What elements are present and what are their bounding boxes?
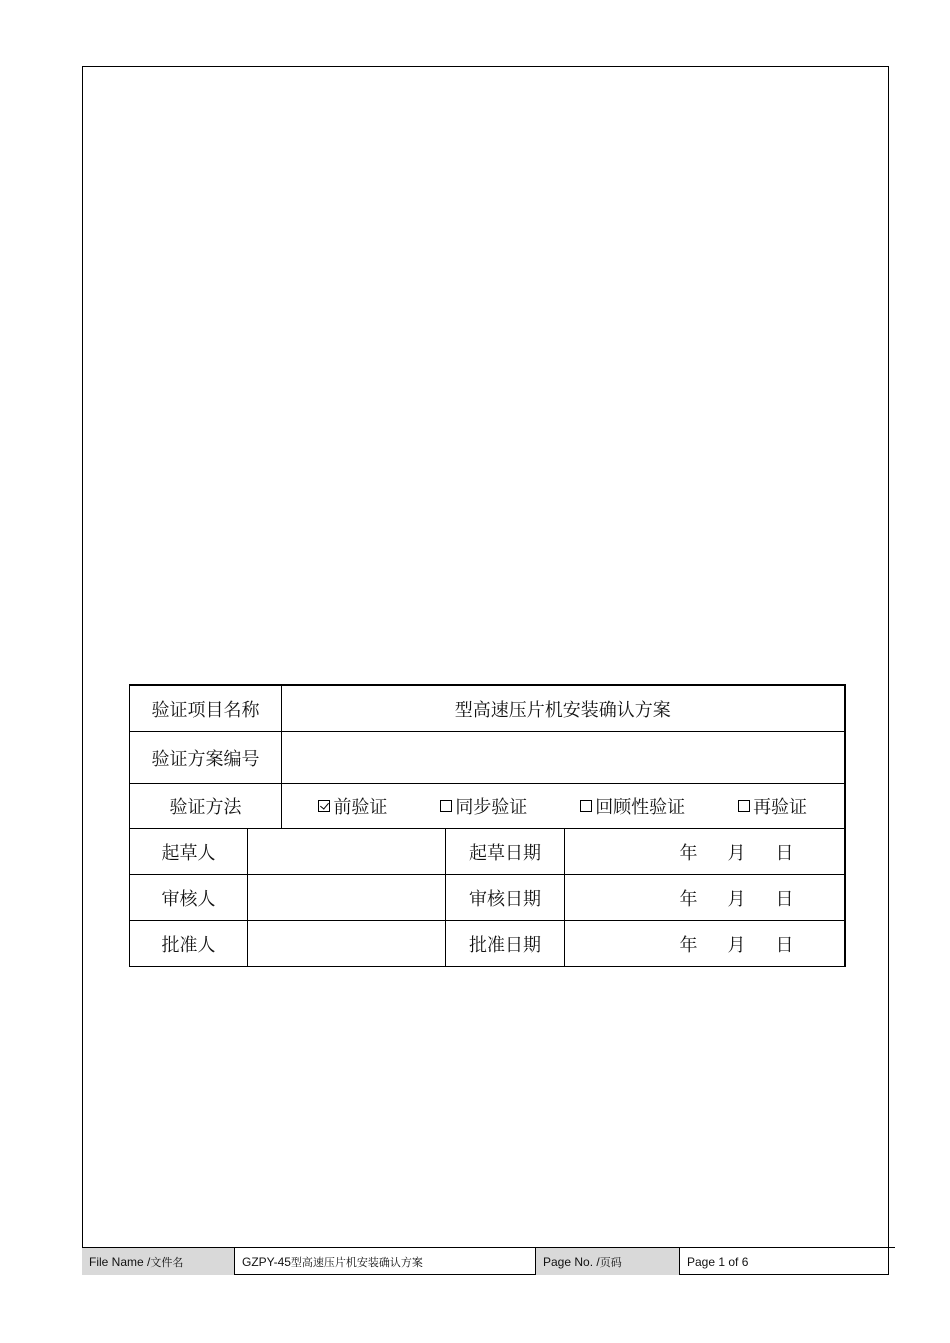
checkbox-icon[interactable] [738,800,750,812]
review-date-label: 审核日期 [446,875,565,921]
method-label: 验证方法 [130,784,282,829]
plan-number-value[interactable] [282,732,845,784]
checkbox-icon[interactable] [440,800,452,812]
method-option-revalidation[interactable] [738,793,807,819]
method-option-retrospective[interactable] [580,793,685,819]
approval-date-value[interactable] [565,921,845,967]
day-unit: 日 [775,934,794,956]
month-unit: 月 [727,934,746,956]
method-option-label: 再验证 [753,797,808,818]
year-unit: 年 [679,934,698,956]
plan-number-label: 验证方案编号 [130,732,282,784]
review-date-value[interactable] [565,875,845,921]
reviewer-label: 审核人 [130,875,248,921]
draft-date-label: 起草日期 [446,829,565,875]
day-unit: 日 [775,888,794,910]
page-frame [82,66,889,1275]
approver-row [130,921,845,967]
page-value: Page 1 of 6 [687,1254,749,1269]
plan-number-row [130,732,845,784]
day-unit: 日 [775,842,794,864]
page-no-label-en: Page No. / [543,1254,600,1269]
year-unit: 年 [679,842,698,864]
method-row [130,784,845,829]
page-no-label-zh: 页码 [599,1255,622,1269]
checked-checkbox-icon[interactable] [318,800,330,812]
drafter-value[interactable] [248,829,446,875]
method-option-concurrent[interactable] [440,793,527,819]
drafter-label: 起草人 [130,829,248,875]
method-option-label: 同步验证 [455,797,528,818]
draft-date-value[interactable] [565,829,845,875]
method-option-label: 前验证 [333,797,388,818]
file-name-label [82,1248,235,1275]
file-name-label-en: File Name / [89,1254,151,1269]
project-name-label: 验证项目名称 [130,685,282,732]
method-options [282,784,845,829]
page-number-value [680,1248,889,1275]
drafter-row [130,829,845,875]
file-name-value-zh: 型高速压片机安装确认方案 [290,1255,423,1269]
project-name-value: 型高速压片机安装确认方案 [282,685,845,732]
month-unit: 月 [727,842,746,864]
approver-label: 批准人 [130,921,248,967]
reviewer-value[interactable] [248,875,446,921]
checkbox-icon[interactable] [580,800,592,812]
method-option-prospective[interactable] [318,793,387,819]
file-name-value [235,1248,536,1275]
method-option-label: 回顾性验证 [595,797,686,818]
file-name-label-zh: 文件名 [150,1255,184,1269]
approver-value[interactable] [248,921,446,967]
year-unit: 年 [679,888,698,910]
approval-date-label: 批准日期 [446,921,565,967]
page-no-label [536,1248,680,1275]
reviewer-row [130,875,845,921]
month-unit: 月 [727,888,746,910]
cover-info-table [129,684,846,967]
file-name-value-en: GZPY-45 [242,1254,291,1269]
project-name-row [130,685,845,732]
page-footer [82,1247,889,1275]
footer-divider-extension [889,1247,895,1248]
